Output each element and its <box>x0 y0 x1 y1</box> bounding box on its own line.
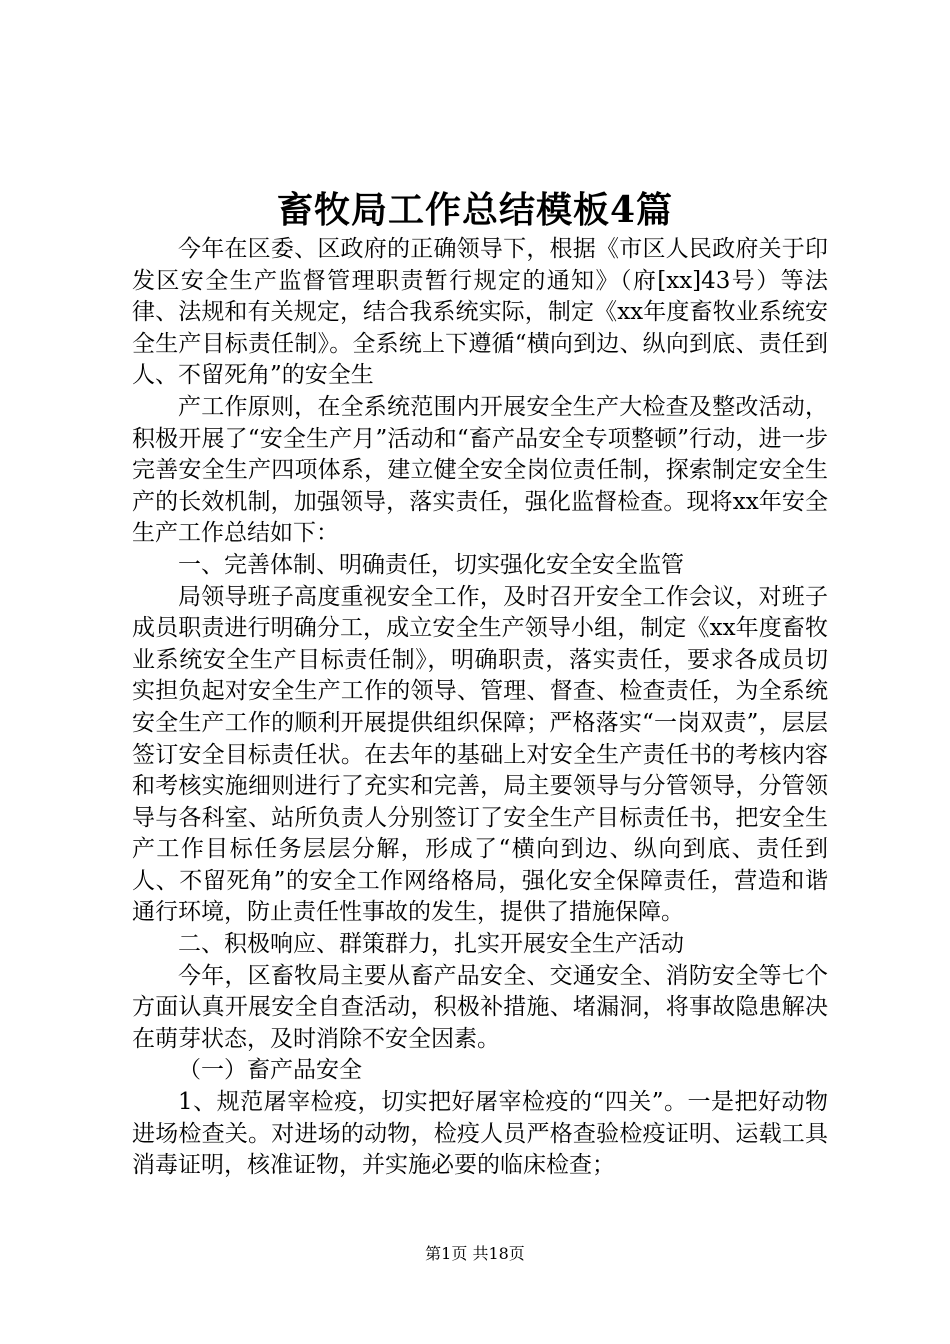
paragraph-responsibility: 局领导班子高度重视安全工作，及时召开安全工作会议，对班子成员职责进行明确分工，成立安全生产领导小组，制定《xx年度畜牧业系统安全生产目标责任制》，明确职责，落实责任，要求各成员切实担负起对安全生产工作的领导、管理、督查、检查责任，为全系统安全生产工作的顺利开展提供组织保障；严格落实“一岗双责”，层层签订安全目标责任状。在去年的基础上对安全生产责任书的考核内容和考核实施细则进行了充实和完善，局主要领导与分管领导，分管领导与各科室、站所负责人分别签订了安全生产目标责任书，把安全生产工作目标任务层层分解，形成了“横向到边、纵向到底、责任到人、不留死角”的安全工作网络格局，强化安全保障责任，营造和谐通行环境，防止责任性事故的发生，提供了措施保障。 <box>132 583 828 926</box>
paragraph-activities: 今年，区畜牧局主要从畜产品安全、交通安全、消防安全等七个方面认真开展安全自查活动，积极补措施、堵漏洞，将事故隐患解决在萌芽状态，及时消除不安全因素。 <box>132 962 828 1052</box>
subsection-heading-1: （一）畜产品安全 <box>178 1057 362 1084</box>
document-body <box>132 234 828 1182</box>
paragraph-principles: 产工作原则，在全系统范围内开展安全生产大检查及整改活动，积极开展了“安全生产月”活动和“畜产品安全专项整顿”行动，进一步完善安全生产四项体系，建立健全安全岗位责任制，探索制定安全生产的长效机制，加强领导，落实责任，强化监督检查。现将xx年安全生产工作总结如下： <box>132 393 828 547</box>
paragraph-intro: 今年在区委、区政府的正确领导下，根据《市区人民政府关于印发区安全生产监督管理职责暂行规定的通知》（府[xx]43号）等法律、法规和有关规定，结合我系统实际，制定《xx年度畜牧业系统安全生产目标责任制》。全系统上下遵循“横向到边、纵向到底、责任到人、不留死角”的安全生 <box>132 236 828 389</box>
section-heading-1: 一、完善体制、明确责任，切实强化安全安全监管 <box>178 551 684 578</box>
paragraph-slaughter-inspection: 1、规范屠宰检疫，切实把好屠宰检疫的“四关”。一是把好动物进场检查关。对进场的动物，检疫人员严格查验检疫证明、运载工具消毒证明，核准证物，并实施必要的临床检查； <box>132 1089 828 1179</box>
page-footer: 第1页 共18页 <box>425 1244 525 1263</box>
document-title: 畜牧局工作总结模板4篇 <box>276 189 674 231</box>
section-heading-2: 二、积极响应、群策群力，扎实开展安全生产活动 <box>178 931 684 958</box>
